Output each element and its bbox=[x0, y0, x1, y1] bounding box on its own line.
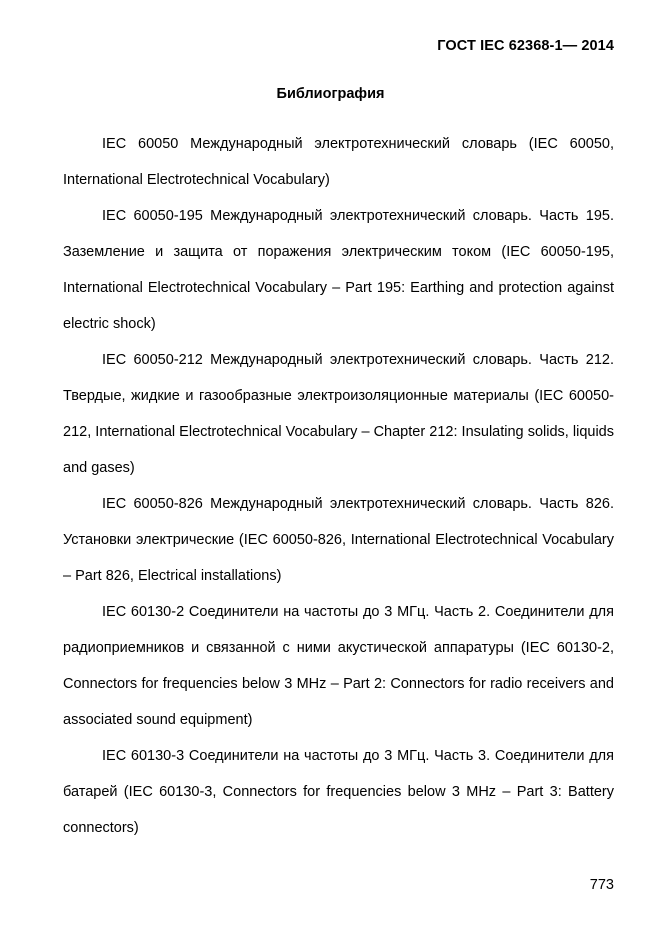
standard-designation: ГОСТ IEC 62368-1— 2014 bbox=[437, 38, 614, 54]
bibliography-heading: Библиография bbox=[276, 86, 385, 102]
page-number: 773 bbox=[589, 877, 614, 893]
bibliography-entry: IEC 60050-212 Международный электротехнический словарь. Часть 212. Твердые, жидкие и газообразные электроизоляционные материалы (IEC 60050-212, International Electrotechnical Vocabulary – Chapter 212: Insulating solids, liquids and gases) bbox=[63, 352, 614, 476]
bibliography-list bbox=[63, 126, 614, 846]
bibliography-entry: IEC 60130-2 Соединители на частоты до 3 МГц. Часть 2. Соединители для радиоприемников и связанной с ними акустической аппаратуры (IEC 60130-2, Connectors for frequencies below 3 MHz – Part 2: Connectors for radio receivers and associated sound equipment) bbox=[63, 604, 614, 728]
bibliography-entry: IEC 60050-195 Международный электротехнический словарь. Часть 195. Заземление и защита от поражения электрическим током (IEC 60050-195, International Electrotechnical Vocabulary – Part 195: Earthing and protection against electric shock) bbox=[63, 208, 614, 332]
bibliography-entry: IEC 60050-826 Международный электротехнический словарь. Часть 826. Установки электрические (IEC 60050-826, International Electrotechnical Vocabulary – Part 826, Electrical installations) bbox=[63, 496, 614, 584]
bibliography-entry: IEC 60130-3 Соединители на частоты до 3 МГц. Часть 3. Соединители для батарей (IEC 60130-3, Connectors for frequencies below 3 MHz – Part 3: Battery connectors) bbox=[63, 748, 614, 836]
bibliography-entry: IEC 60050 Международный электротехнический словарь (IEC 60050, International Electrotechnical Vocabulary) bbox=[63, 136, 614, 188]
